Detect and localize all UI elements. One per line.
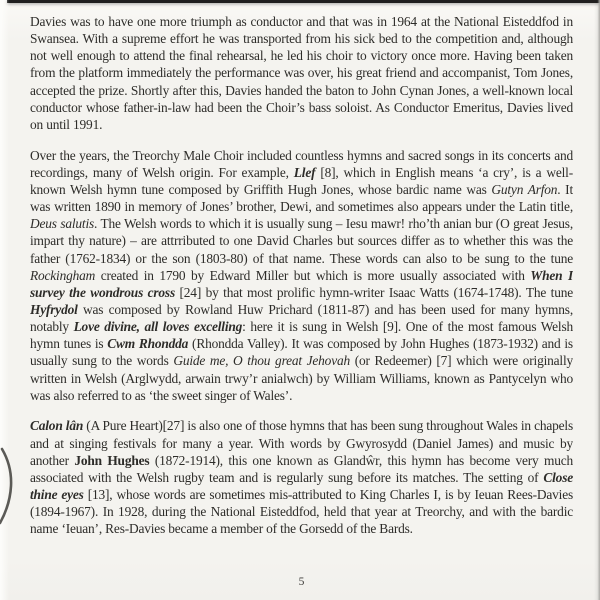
text-run: Deus salutis [30, 216, 95, 232]
text-run: John Hughes [74, 452, 150, 468]
text-run: Love divine, all loves excelling [73, 319, 243, 335]
ink-mark [0, 446, 17, 526]
scan-edge-top [7, 0, 600, 3]
text-run: (or Redeemer) [7] which were originally written in Welsh (Arglwydd, arwain trwy’r anialwch) by William Williams, known as Pantycelyn who was also referred to as ‘the sweet singer of Wales’. [30, 353, 573, 403]
scan-edge-right [594, 0, 600, 600]
text-run: : here it is sung in Welsh [9]. One of the most famous Welsh hymn tunes is [30, 319, 573, 352]
text-run: Davies was to have one more triumph as conductor and that was in 1964 at the National Eisteddfod in Swansea. With a supreme effort he was transported from his sick bed to the competition and, although not well enough to attend the final rehearsal, he led his choir to victory once more. Having been taken from the platform immediately the performance was over, his great friend and accompanist, Tom Jones, accepted the prize. Shortly after this, Davies handed the baton to John Cynan Jones, a well-known local conductor whose father-in-law had been the Choir’s bass soloist. As Conductor Emeritus, Davies lived on until 1991. [30, 14, 573, 132]
text-run: Calon lân [30, 418, 84, 434]
text-run: Rockingham [30, 267, 96, 283]
paragraph-2 [30, 147, 573, 404]
text-run: Llef [293, 164, 316, 180]
text-run: was composed by Rowland Huw Prichard (1811-87) and has been used for many hymns, notably [30, 302, 573, 335]
text-run: created in 1790 by Edward Miller but which is more usually associated with [95, 267, 531, 283]
text-run: (A Pure Heart)[27] is also one of those hymns that has been sung throughout Wales in chapels and at singing festivals for many a year. With words by Gwyrosydd (Daniel James) and music by another [30, 418, 573, 468]
text-run: Gutyn Arfon [491, 181, 558, 197]
page-number: 5 [298, 576, 305, 588]
text-run: Guide me, O thou great Jehovah [173, 353, 350, 369]
text-run: . The Welsh words to which it is usually sung – Iesu mawr! rho’th anian bur (O great Jesus, impart thy nature) – are attrributed to one David Charles but sources differ as to whether this was the father (1762-1834) or the son (1803-80) of that name. These words can also to be sung to the tune [30, 216, 573, 266]
text-run: (1872-1914), this one known as Glandŵr, this hymn has become very much associated with the Welsh rugby team and is regularly sung before its matches. The setting of [30, 452, 573, 485]
text-run: (Rhondda Valley). It was composed by John Hughes (1873-1932) and is usually sung to the words [30, 336, 573, 369]
text-run: [8], which in English means ‘a cry’, is a well-known Welsh hymn tune composed by Griffith Hugh Jones, whose bardic name was [30, 164, 573, 197]
body-text [30, 13, 573, 571]
text-run: Close thine eyes [30, 469, 573, 503]
text-run: When I survey the wondrous cross [30, 267, 573, 300]
text-run: [24] by that most prolific hymn-writer Isaac Watts (1674-1748). The tune [175, 284, 573, 300]
text-run: [13], whose words are sometimes mis-attributed to King Charles I, is by Ieuan Rees-Davies (1894-1967). In 1928, during the National Eisteddfod, held that year at Treorchy, and with the bardic name ‘Ieuan’, Res-Davies became a member of the Gorsedd of the Bards. [30, 487, 573, 537]
text-run: Over the years, the Treorchy Male Choir included countless hymns and sacred songs in its concerts and recordings, many of Welsh origin. For example, [30, 147, 573, 180]
text-run: . It was written 1890 in memory of Jones’ brother, Dewi, and sometimes also appears under the Latin title, [30, 181, 573, 215]
text-run: Hyfrydol [30, 302, 78, 317]
paragraph-3 [30, 417, 573, 537]
text-run: Cwm Rhondda [107, 336, 189, 352]
paragraph-1 [30, 13, 573, 133]
